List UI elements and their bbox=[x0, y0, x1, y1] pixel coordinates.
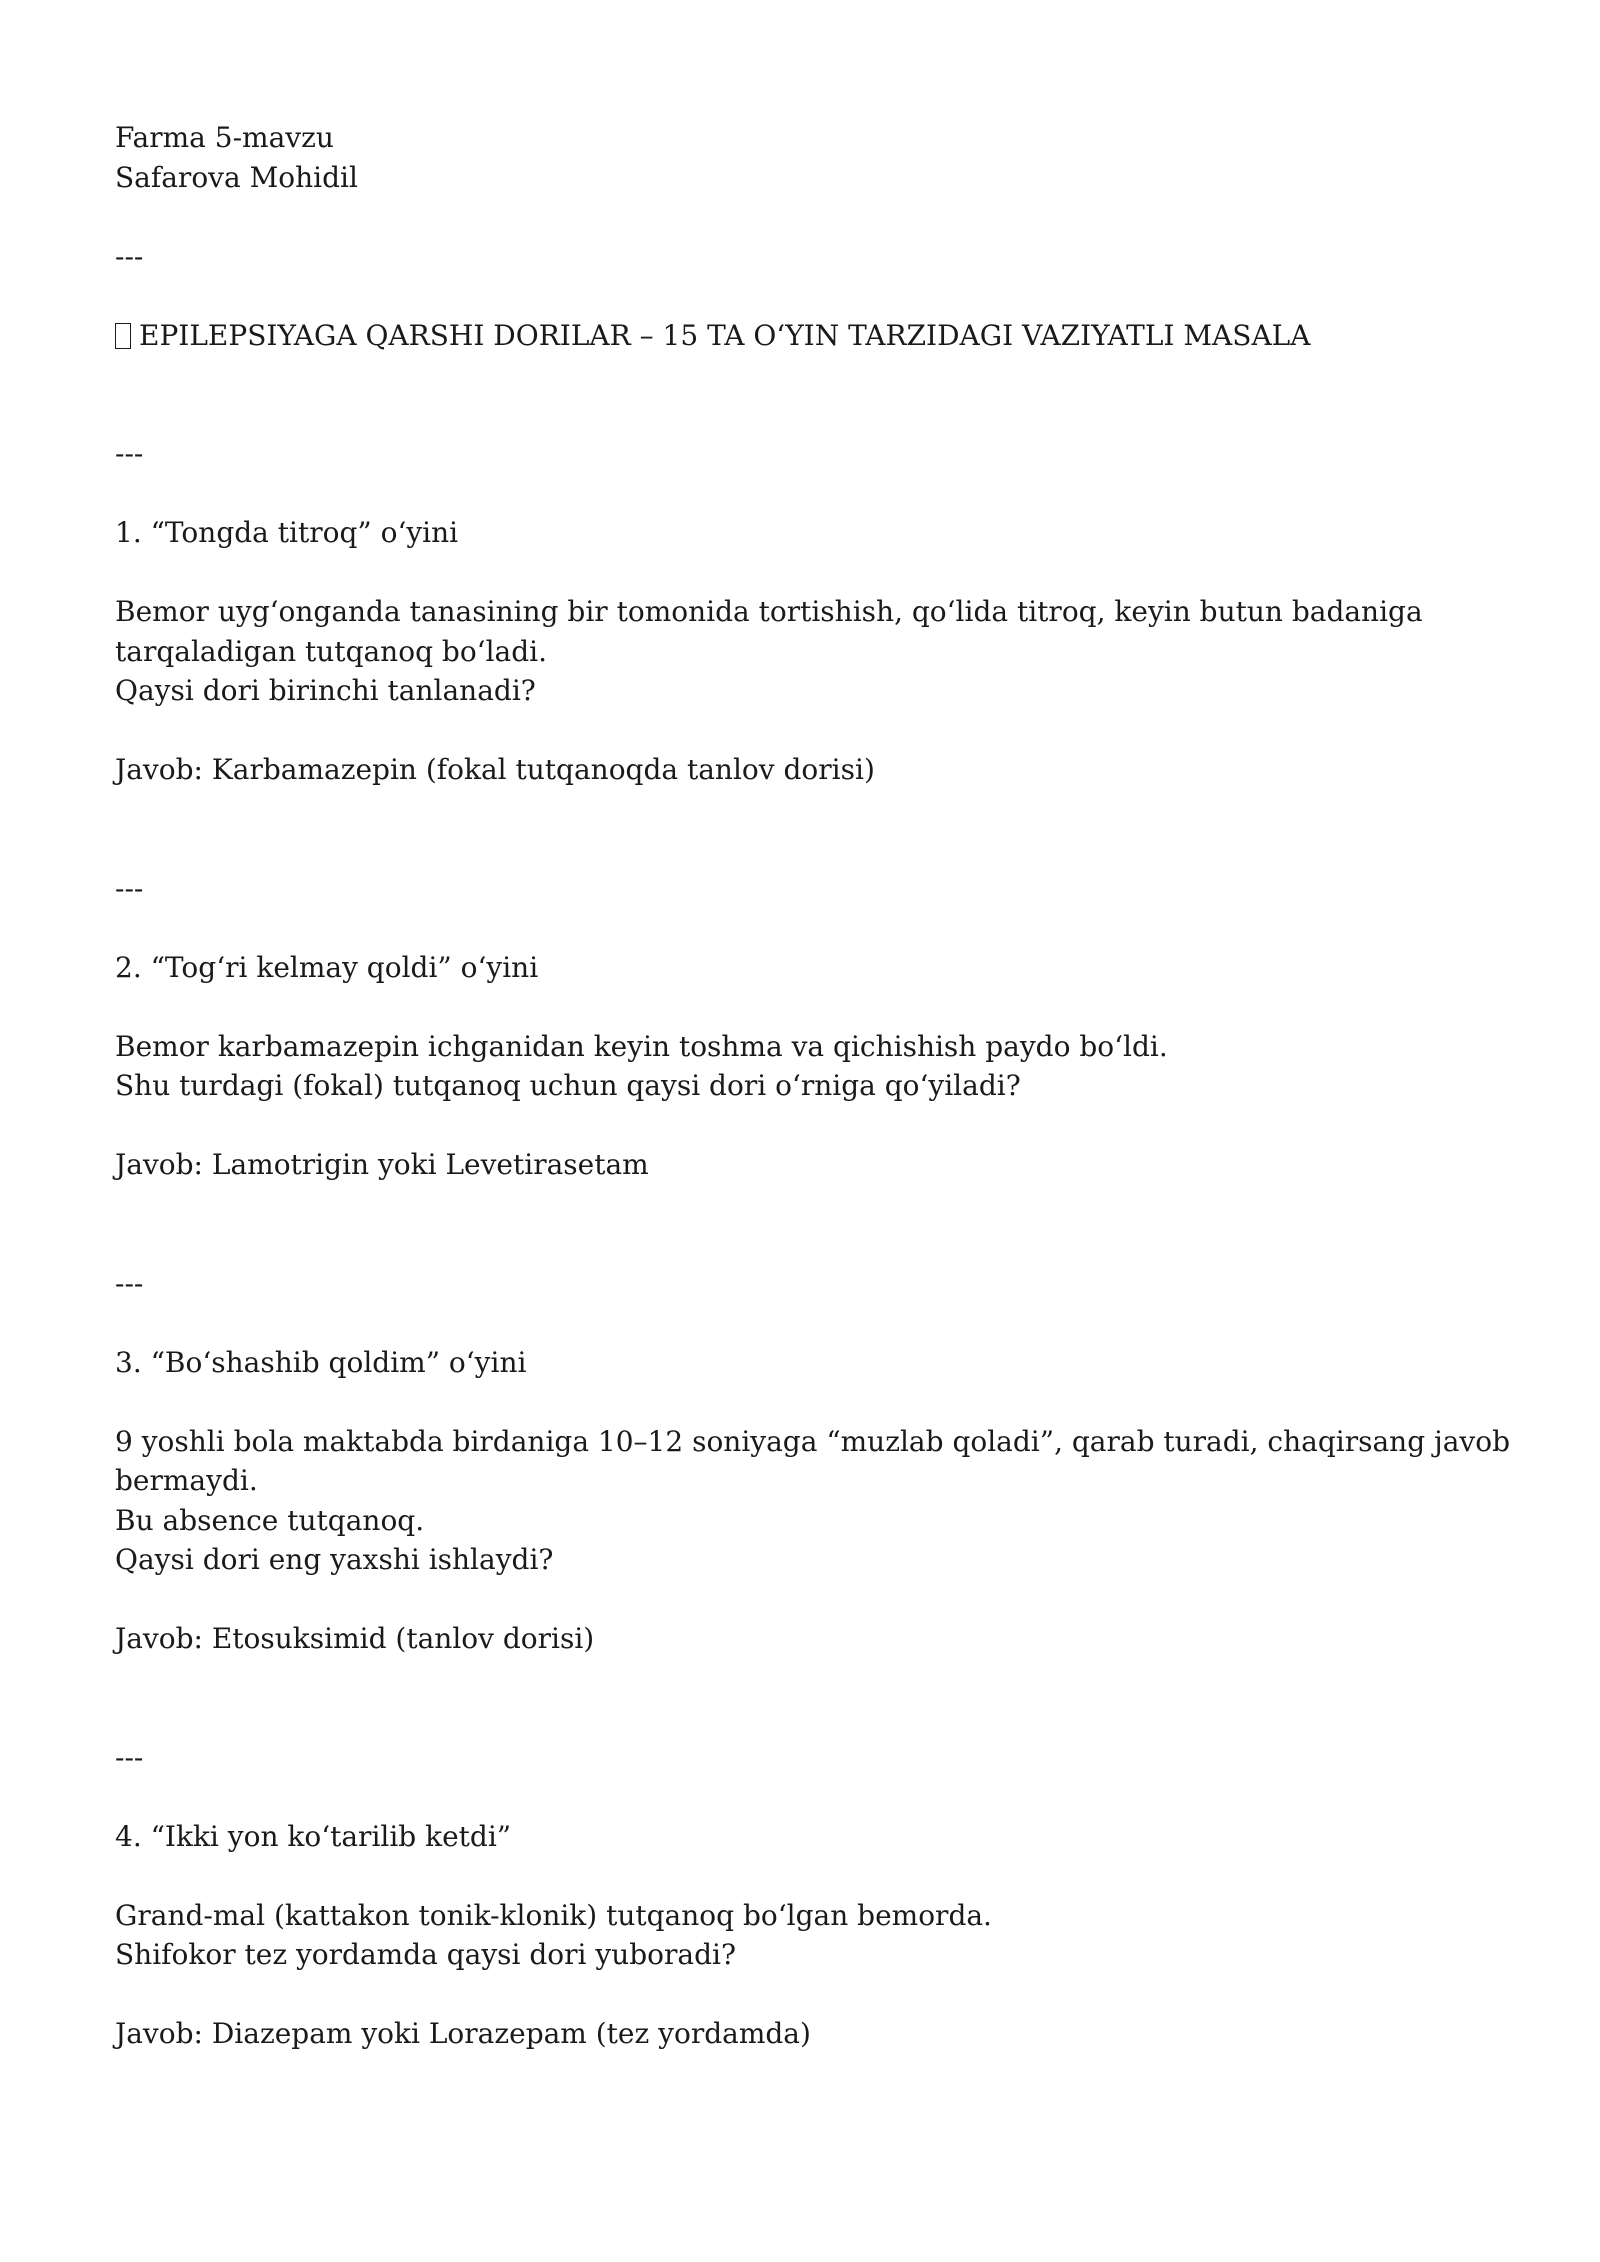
section-body-line: Shu turdagi (fokal) tutqanoq uchun qaysi dori o‘rniga qo‘yiladi? bbox=[115, 1069, 1021, 1102]
section-body-line: Shifokor tez yordamda qaysi dori yuboradi? bbox=[115, 1938, 737, 1971]
section-heading: 1. “Tongda titroq” o‘yini bbox=[115, 516, 459, 549]
section-body-line: bermaydi. bbox=[115, 1464, 258, 1497]
section-body-line: Bu absence tutqanoq. bbox=[115, 1503, 425, 1537]
section-body-line: Bemor uyg‘onganda tanasining bir tomonida tortishish, qo‘lida titroq, keyin butun badaniga bbox=[115, 595, 1423, 628]
document-title: EPILEPSIYAGA QARSHI DORILAR – 15 TA O‘YIN TARZIDAGI VAZIYATLI MASALA bbox=[139, 318, 1311, 352]
header-author: Safarova Mohidil bbox=[115, 160, 358, 194]
section-body-line: tarqaladigan tutqanoq bo‘ladi. bbox=[115, 634, 548, 668]
section-answer: Javob: Lamotrigin yoki Levetirasetam bbox=[115, 1148, 649, 1181]
section-body-line: Qaysi dori eng yaxshi ishlaydi? bbox=[115, 1543, 554, 1576]
section-heading: 3. “Bo‘shashib qoldim” o‘yini bbox=[115, 1345, 527, 1379]
missing-glyph-icon bbox=[115, 323, 131, 349]
document-title-line bbox=[115, 316, 1515, 356]
section-body-line: Grand-mal (kattakon tonik-klonik) tutqanoq bo‘lgan bemorda. bbox=[115, 1898, 992, 1932]
section-body-line: 9 yoshli bola maktabda birdaniga 10–12 soniyaga “muzlab qoladi”, qarab turadi, chaqirsang javob bbox=[115, 1424, 1510, 1458]
section-answer: Javob: Karbamazepin (fokal tutqanoqda tanlov dorisi) bbox=[115, 753, 875, 786]
section-answer: Javob: Etosuksimid (tanlov dorisi) bbox=[115, 1622, 595, 1655]
section-heading: 2. “Tog‘ri kelmay qoldi” o‘yini bbox=[115, 950, 539, 984]
section-body-line: Qaysi dori birinchi tanlanadi? bbox=[115, 674, 536, 707]
separator: --- bbox=[115, 437, 144, 470]
header-topic: Farma 5-mavzu bbox=[115, 121, 334, 154]
section-heading: 4. “Ikki yon ko‘tarilib ketdi” bbox=[115, 1819, 512, 1853]
separator: --- bbox=[115, 1740, 144, 1774]
document-page bbox=[115, 118, 1515, 2054]
separator: --- bbox=[115, 1266, 144, 1300]
separator: --- bbox=[115, 239, 144, 273]
section-body-line: Bemor karbamazepin ichganidan keyin toshma va qichishish paydo bo‘ldi. bbox=[115, 1029, 1168, 1063]
separator: --- bbox=[115, 871, 144, 905]
section-answer: Javob: Diazepam yoki Lorazepam (tez yordamda) bbox=[115, 2017, 811, 2050]
